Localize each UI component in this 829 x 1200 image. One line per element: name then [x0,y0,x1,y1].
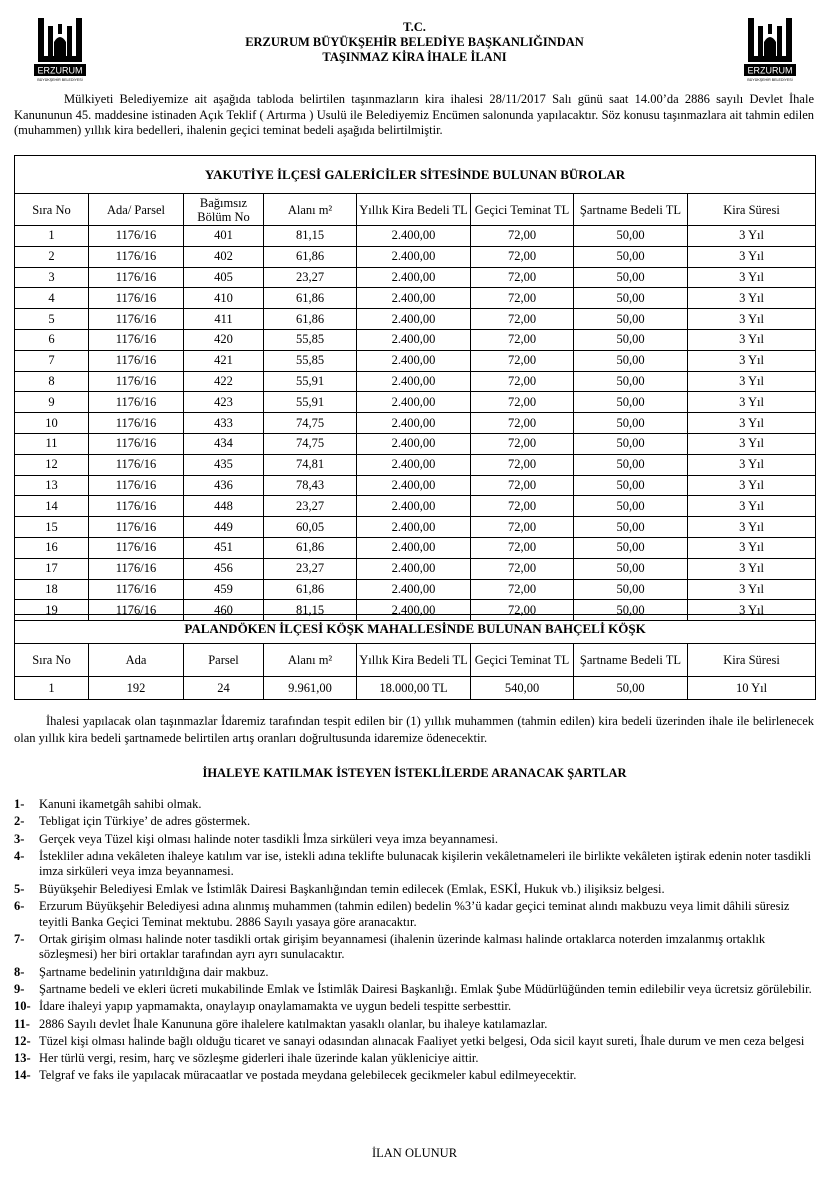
table-cell: 2.400,00 [357,600,471,621]
table-cell: 2.400,00 [357,579,471,600]
table-cell: 1 [15,226,89,247]
table-cell: 3 Yıl [688,517,816,538]
table-cell: 2.400,00 [357,226,471,247]
table-cell: 23,27 [264,496,357,517]
table-cell: 1176/16 [89,267,184,288]
condition-number: 3- [14,831,25,846]
column-header: Parsel [184,644,264,677]
condition-item [14,832,814,848]
condition-item [14,814,814,830]
column-header: Geçici Teminat TL [471,644,574,677]
condition-text: 2886 Sayılı devlet İhale Kanununa göre ihalelere katılmaktan yasaklı olanlar, bu ihaleye katılamazlar. [39,1016,548,1031]
table-cell: 2.400,00 [357,267,471,288]
table-cell: 10 Yıl [688,677,816,700]
table-cell: 5 [15,309,89,330]
column-header: Ada [89,644,184,677]
table-cell: 2.400,00 [357,517,471,538]
document-header [0,20,829,65]
table-row [15,558,816,579]
column-header: Alanı m² [264,644,357,677]
column-header: Şartname Bedeli TL [574,644,688,677]
table-row [15,454,816,475]
table-cell: 2.400,00 [357,558,471,579]
table-cell: 11 [15,433,89,454]
table-cell: 2.400,00 [357,329,471,350]
condition-item [14,999,814,1015]
table-cell: 540,00 [471,677,574,700]
table-cell: 1176/16 [89,392,184,413]
table-row [15,517,816,538]
column-header: Yıllık Kira Bedeli TL [357,644,471,677]
table-cell: 81,15 [264,600,357,621]
table-cell: 1176/16 [89,288,184,309]
table-cell: 9.961,00 [264,677,357,700]
table-cell: 1176/16 [89,517,184,538]
condition-text: Ortak girişim olması halinde noter tasdikli ortak girişim beyannamesi (ihalenin üzerinde kalması halinde ortaklarca noterden imzalanmış ortaklık sözleşmesi) her biri ortaklar tarafından ayrı ayrı sunulacaktır. [39,931,766,962]
table-cell: 72,00 [471,537,574,558]
table-cell: 1176/16 [89,246,184,267]
conditions-list [14,797,814,1086]
condition-item [14,899,814,930]
column-header: Şartname Bedeli TL [574,194,688,226]
condition-item [14,849,814,880]
condition-item [14,1034,814,1050]
table-cell: 3 Yıl [688,537,816,558]
table-cell: 55,91 [264,392,357,413]
table-row [15,246,816,267]
condition-text: Telgraf ve faks ile yapılacak müracaatlar ve postada meydana gelebilecek gecikmeler kabul edilmeyecektir. [39,1068,577,1083]
table-cell: 3 Yıl [688,350,816,371]
table-cell: 72,00 [471,267,574,288]
table-cell: 60,05 [264,517,357,538]
column-header: Sıra No [15,644,89,677]
table-cell: 1176/16 [89,537,184,558]
table-cell: 1176/16 [89,329,184,350]
table-cell: 436 [184,475,264,496]
offices-table-title: YAKUTİYE İLÇESİ GALERİCİLER SİTESİNDE BULUNAN BÜROLAR [15,156,816,194]
table-cell: 459 [184,579,264,600]
table-cell: 17 [15,558,89,579]
table-cell: 9 [15,392,89,413]
table-cell: 405 [184,267,264,288]
table-row [15,392,816,413]
table-cell: 3 Yıl [688,600,816,621]
table-cell: 19 [15,600,89,621]
table-cell: 3 Yıl [688,392,816,413]
condition-number: 5- [14,881,25,896]
table-cell: 72,00 [471,600,574,621]
table-row [15,496,816,517]
payment-paragraph: İhalesi yapılacak olan taşınmazlar İdaremiz tarafından tespit edilen bir (1) yıllık muhammen (tahmin edilen) kira bedeli üzerinden ihale ile belirlenecek olan yıllık kira bedeli şartnamede belirtilen artış oranları doğrultusunda idaremize ödenecektir. [14,714,814,745]
condition-number: 10- [14,999,31,1014]
table-cell: 2.400,00 [357,537,471,558]
table-row [15,677,816,700]
offices-table-header [15,194,816,226]
table-cell: 2 [15,246,89,267]
table-cell: 4 [15,288,89,309]
table-cell: 2.400,00 [357,309,471,330]
condition-item [14,982,814,998]
table-cell: 1176/16 [89,350,184,371]
table-cell: 72,00 [471,517,574,538]
table-cell: 1176/16 [89,600,184,621]
table-row [15,329,816,350]
condition-item [14,932,814,963]
table-cell: 50,00 [574,309,688,330]
table-cell: 50,00 [574,454,688,475]
table-cell: 3 Yıl [688,433,816,454]
table-cell: 24 [184,677,264,700]
table-row [15,475,816,496]
table-cell: 50,00 [574,350,688,371]
table-cell: 50,00 [574,392,688,413]
table-cell: 15 [15,517,89,538]
table-cell: 16 [15,537,89,558]
offices-table [14,155,816,621]
closing-text: İLAN OLUNUR [371,1146,458,1160]
condition-number: 11- [14,1016,30,1031]
table-cell: 72,00 [471,558,574,579]
table-cell: 1176/16 [89,309,184,330]
table-cell: 3 Yıl [688,329,816,350]
table-cell: 72,00 [471,329,574,350]
table-cell: 451 [184,537,264,558]
table-cell: 1176/16 [89,579,184,600]
table-cell: 3 Yıl [688,413,816,434]
table-cell: 23,27 [264,267,357,288]
table-cell: 2.400,00 [357,496,471,517]
table-row [15,413,816,434]
header-line-tc: T.C. [403,20,426,34]
table-cell: 420 [184,329,264,350]
table-cell: 3 Yıl [688,267,816,288]
table-cell: 421 [184,350,264,371]
table-cell: 2.400,00 [357,454,471,475]
column-header: Ada/ Parsel [89,194,184,226]
condition-number: 9- [14,982,25,997]
table-cell: 50,00 [574,329,688,350]
condition-text: Şartname bedeli ve ekleri ücreti mukabilinde Emlak ve İstimlâk Dairesi Başkanlığı. Emlak Şube Müdürlüğünden temin edilebilir veya ücretsiz görülebilir. [39,982,812,997]
table-cell: 2.400,00 [357,475,471,496]
column-header: Alanı m² [264,194,357,226]
condition-item [14,1017,814,1033]
condition-item [14,882,814,898]
table-cell: 13 [15,475,89,496]
table-cell: 12 [15,454,89,475]
table-cell: 3 Yıl [688,288,816,309]
table-cell: 72,00 [471,579,574,600]
table-cell: 55,85 [264,350,357,371]
table-cell: 448 [184,496,264,517]
table-cell: 61,86 [264,246,357,267]
table-cell: 72,00 [471,226,574,247]
table-cell: 456 [184,558,264,579]
table-cell: 435 [184,454,264,475]
table-cell: 2.400,00 [357,371,471,392]
table-cell: 2.400,00 [357,433,471,454]
condition-text: İstekliler adına vekâleten ihaleye katılım var ise, istekli adına teklifte bulunacak kişilerin vekâletnameleri ile birlikte vekâleten iştirak edenin noter tasdikli imza sirküleri veya imza beyannamesi. [39,848,811,879]
pavilion-table [14,614,816,700]
table-cell: 3 Yıl [688,226,816,247]
table-row [15,537,816,558]
table-cell: 1176/16 [89,475,184,496]
table-cell: 18.000,00 TL [357,677,471,700]
table-cell: 6 [15,329,89,350]
table-cell: 72,00 [471,309,574,330]
table-cell: 422 [184,371,264,392]
table-row [15,579,816,600]
table-cell: 55,85 [264,329,357,350]
table-cell: 449 [184,517,264,538]
condition-item [14,1051,814,1067]
condition-text: Tebligat için Türkiye’ de adres göstermek. [39,814,251,829]
table-cell: 1176/16 [89,496,184,517]
condition-number: 6- [14,899,25,913]
table-cell: 72,00 [471,475,574,496]
table-cell: 2.400,00 [357,246,471,267]
condition-text: İdare ihaleyi yapıp yapmamakta, onaylayıp onaylamamakta ve uygun bedeli tespitte serbesttir. [39,999,512,1014]
table-cell: 72,00 [471,246,574,267]
table-cell: 410 [184,288,264,309]
table-cell: 50,00 [574,558,688,579]
table-row [15,371,816,392]
table-cell: 50,00 [574,433,688,454]
condition-text: Gerçek veya Tüzel kişi olması halinde noter tasdikli İmza sirküleri veya imza beyannamesi. [39,831,498,846]
table-cell: 74,81 [264,454,357,475]
logo-subtext: BÜYÜKŞEHİR BELEDİYESİ [747,78,793,82]
table-cell: 1176/16 [89,433,184,454]
table-cell: 55,91 [264,371,357,392]
table-cell: 1176/16 [89,413,184,434]
condition-number: 14- [14,1068,31,1083]
table-cell: 1176/16 [89,226,184,247]
table-cell: 402 [184,246,264,267]
table-cell: 2.400,00 [357,288,471,309]
table-cell: 3 Yıl [688,475,816,496]
condition-number: 12- [14,1033,31,1048]
table-cell: 50,00 [574,267,688,288]
table-cell: 2.400,00 [357,413,471,434]
table-cell: 1 [15,677,89,700]
condition-number: 13- [14,1051,31,1066]
table-cell: 3 Yıl [688,309,816,330]
table-cell: 14 [15,496,89,517]
table-cell: 2.400,00 [357,350,471,371]
table-cell: 1176/16 [89,558,184,579]
column-header: Geçici Teminat TL [471,194,574,226]
table-cell: 72,00 [471,433,574,454]
table-cell: 401 [184,226,264,247]
logo-subtext: BÜYÜKŞEHİR BELEDİYESİ [37,78,83,82]
table-cell: 434 [184,433,264,454]
header-line-institution: ERZURUM BÜYÜKŞEHİR BELEDİYE BAŞKANLIĞINDAN [245,35,584,49]
table-cell: 61,86 [264,288,357,309]
table-cell: 3 Yıl [688,558,816,579]
table-cell: 3 Yıl [688,454,816,475]
table-cell: 8 [15,371,89,392]
table-cell: 3 Yıl [688,246,816,267]
column-header: Yıllık Kira Bedeli TL [357,194,471,226]
condition-text: Kanuni ikametgâh sahibi olmak. [39,797,202,811]
table-cell: 74,75 [264,413,357,434]
column-header: Kira Süresi [688,644,816,677]
table-cell: 78,43 [264,475,357,496]
condition-number: 4- [14,848,25,863]
table-cell: 61,86 [264,309,357,330]
logo-text: ERZURUM [37,65,83,76]
table-cell: 50,00 [574,371,688,392]
table-cell: 50,00 [574,475,688,496]
condition-text: Şartname bedelinin yatırıldığına dair makbuz. [39,964,269,979]
condition-text: Tüzel kişi olması halinde bağlı olduğu ticaret ve sanayi odasından alınacak Faaliyet yetki belgesi, Oda sicil kayıt sureti, İhale durum ve men ceza belgesi [39,1033,805,1048]
table-cell: 72,00 [471,496,574,517]
condition-text: Erzurum Büyükşehir Belediyesi adına alınmış muhammen (tahmin edilen) bedelin %3’ü kadar geçici teminat alındı makbuzu veya limit dâhili süresiz teyitli Banka Geçici Teminat mektubu. 2886 Sayılı yasaya göre aranacaktır. [39,899,790,929]
table-cell: 50,00 [574,496,688,517]
table-row [15,350,816,371]
table-row [15,288,816,309]
table-cell: 61,86 [264,537,357,558]
table-row [15,226,816,247]
table-cell: 50,00 [574,288,688,309]
condition-item [14,797,814,813]
pavilion-table-header [15,644,816,677]
intro-paragraph: Mülkiyeti Belediyemize ait aşağıda tabloda belirtilen taşınmazların kira ihalesi 28/11/2017 Salı günü saat 14.00’da 2886 sayılı Devlet İhale Kanununun 45. maddesine istinaden Açık Teklif ( Artırma ) Usulü ile Belediyemiz Encümen salonunda yapılacaktır. Söz konusu taşınmazlara ait tahmin edilen (muhammen) yıllık kira bedelleri, ihalenin geçici teminat bedeli aşağıda belirtilmiştir. [14,92,814,137]
table-cell: 81,15 [264,226,357,247]
table-cell: 72,00 [471,371,574,392]
table-cell: 460 [184,600,264,621]
table-cell: 7 [15,350,89,371]
table-cell: 72,00 [471,413,574,434]
header-line-title: TAŞINMAZ KİRA İHALE İLANI [322,50,507,64]
logo-text: ERZURUM [747,65,793,76]
table-cell: 1176/16 [89,371,184,392]
table-cell: 50,00 [574,600,688,621]
condition-number: 2- [14,814,25,829]
table-cell: 2.400,00 [357,392,471,413]
table-cell: 50,00 [574,677,688,700]
pavilion-table-title: PALANDÖKEN İLÇESİ KÖŞK MAHALLESİNDE BULUNAN BAHÇELİ KÖŞK [15,615,816,644]
table-row [15,267,816,288]
table-row [15,309,816,330]
table-cell: 3 [15,267,89,288]
table-cell: 192 [89,677,184,700]
condition-item [14,1068,814,1084]
table-cell: 72,00 [471,350,574,371]
table-cell: 50,00 [574,246,688,267]
table-cell: 74,75 [264,433,357,454]
condition-number: 8- [14,964,25,979]
table-cell: 23,27 [264,558,357,579]
table-cell: 423 [184,392,264,413]
condition-text: Her türlü vergi, resim, harç ve sözleşme giderleri ihale üzerinde kalan yükleniciye aittir. [39,1051,479,1066]
table-cell: 50,00 [574,517,688,538]
table-cell: 72,00 [471,454,574,475]
table-cell: 72,00 [471,392,574,413]
table-cell: 61,86 [264,579,357,600]
column-header: Kira Süresi [688,194,816,226]
condition-number: 7- [14,931,25,946]
table-cell: 3 Yıl [688,579,816,600]
table-cell: 3 Yıl [688,371,816,392]
table-cell: 18 [15,579,89,600]
table-cell: 50,00 [574,579,688,600]
table-cell: 50,00 [574,226,688,247]
condition-item [14,965,814,981]
table-cell: 411 [184,309,264,330]
table-cell: 3 Yıl [688,496,816,517]
table-row [15,433,816,454]
table-cell: 50,00 [574,413,688,434]
table-cell: 1176/16 [89,454,184,475]
conditions-title: İHALEYE KATILMAK İSTEYEN İSTEKLİLERDE ARANACAK ŞARTLAR [202,766,627,780]
table-cell: 50,00 [574,537,688,558]
condition-number: 1- [14,797,25,811]
table-cell: 10 [15,413,89,434]
column-header: Bağımsız Bölüm No [184,194,264,226]
table-cell: 72,00 [471,288,574,309]
table-cell: 433 [184,413,264,434]
condition-text: Büyükşehir Belediyesi Emlak ve İstimlâk Dairesi Başkanlığından temin edilecek (Emlak, ESKİ, Hukuk vb.) ilişiksiz belgesi. [39,881,665,896]
column-header: Sıra No [15,194,89,226]
